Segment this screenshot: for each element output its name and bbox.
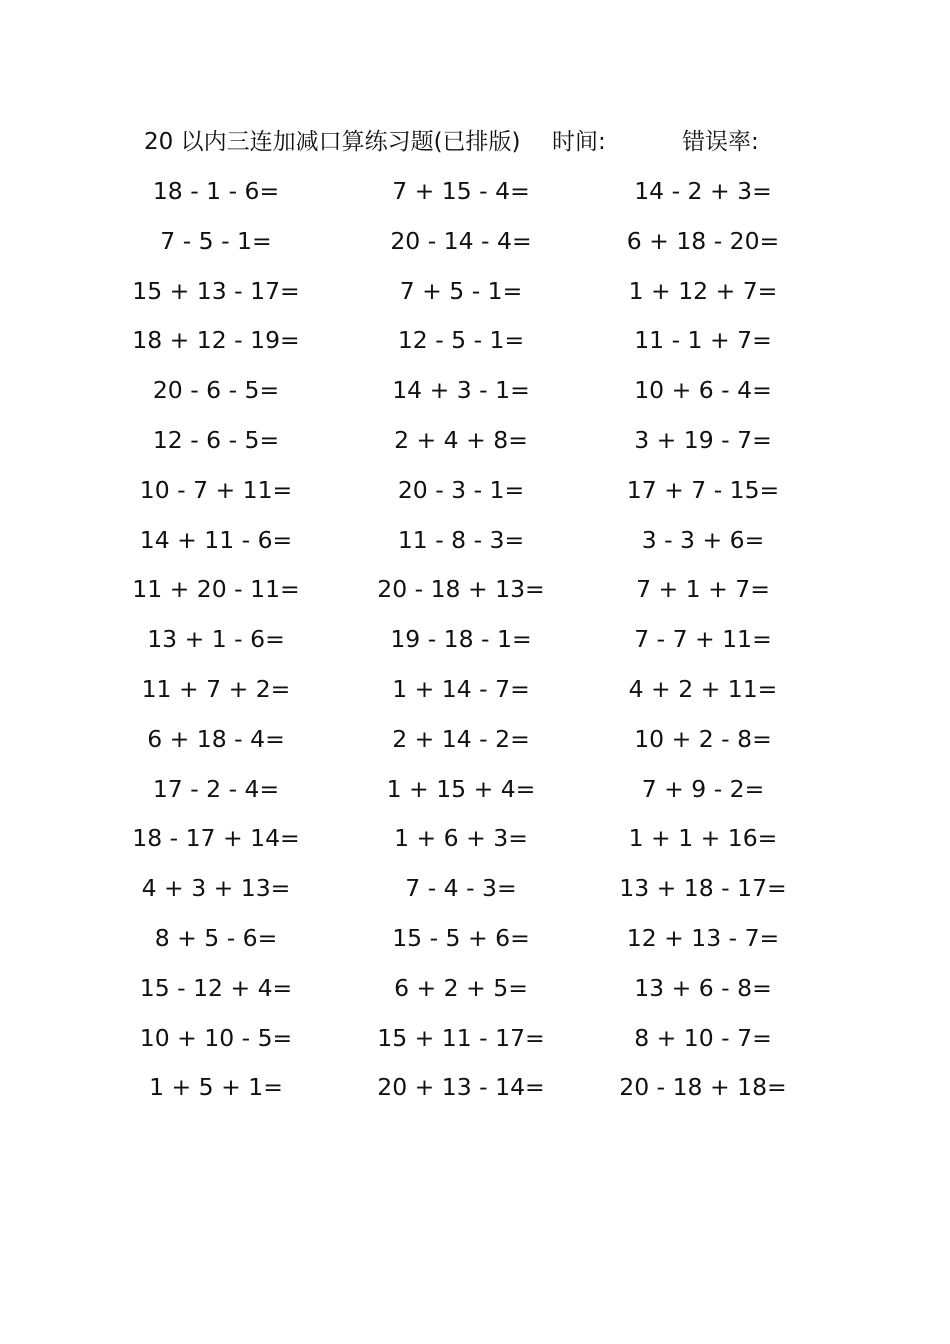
math-problem: 7 + 1 + 7=	[636, 575, 770, 604]
math-problem: 13 + 1 - 6=	[147, 625, 285, 654]
math-problem: 18 + 12 - 19=	[132, 326, 300, 355]
math-problem: 12 - 5 - 1=	[397, 326, 525, 355]
math-problem: 2 + 4 + 8=	[394, 425, 528, 454]
worksheet-title: 20 以内三连加减口算练习题(已排版)	[144, 129, 521, 155]
math-problem: 20 + 13 - 14=	[377, 1073, 545, 1102]
math-problem: 20 - 3 - 1=	[397, 475, 525, 504]
math-problem: 17 - 2 - 4=	[152, 774, 280, 803]
problem-column-2	[341, 172, 581, 1118]
math-problem: 10 + 2 - 8=	[634, 724, 772, 753]
math-problem: 11 + 7 + 2=	[141, 674, 291, 703]
math-problem: 14 + 3 - 1=	[392, 376, 530, 405]
math-problem: 11 - 8 - 3=	[397, 525, 525, 554]
time-label: 时间:	[552, 129, 606, 155]
math-problem: 7 + 9 - 2=	[641, 774, 765, 803]
math-problem: 4 + 2 + 11=	[628, 674, 778, 703]
math-problem: 12 - 6 - 5=	[152, 425, 280, 454]
math-problem: 15 + 13 - 17=	[132, 276, 300, 305]
worksheet-header	[144, 124, 804, 160]
math-problem: 15 + 11 - 17=	[377, 1023, 545, 1052]
math-problem: 20 - 14 - 4=	[390, 226, 532, 255]
math-problem: 7 + 15 - 4=	[392, 177, 530, 205]
math-problem: 1 + 12 + 7=	[628, 276, 778, 305]
math-problem: 10 + 10 - 5=	[139, 1023, 293, 1052]
math-problem: 10 + 6 - 4=	[634, 376, 772, 405]
math-problem: 20 - 18 + 18=	[619, 1073, 787, 1102]
math-problem: 7 + 5 - 1=	[399, 276, 523, 305]
problem-column-3	[583, 172, 823, 1118]
math-problem: 8 + 10 - 7=	[634, 1023, 772, 1052]
math-problem: 7 - 4 - 3=	[405, 874, 517, 903]
math-problem: 7 - 5 - 1=	[160, 226, 272, 255]
math-problem: 6 + 18 - 4=	[147, 724, 285, 753]
math-problem: 6 + 2 + 5=	[394, 973, 528, 1002]
math-problem: 1 + 14 - 7=	[392, 674, 530, 703]
math-problem: 20 - 18 + 13=	[377, 575, 545, 604]
math-problem: 10 - 7 + 11=	[139, 475, 293, 504]
math-problem: 1 + 1 + 16=	[628, 824, 778, 853]
math-problem: 15 - 12 + 4=	[139, 973, 293, 1002]
math-problem: 6 + 18 - 20=	[626, 226, 780, 255]
math-problem: 1 + 15 + 4=	[386, 774, 536, 803]
math-problem: 13 + 6 - 8=	[634, 973, 772, 1002]
math-problem: 18 - 17 + 14=	[132, 824, 300, 853]
math-problem: 14 + 11 - 6=	[139, 525, 293, 554]
math-problem: 3 + 19 - 7=	[634, 425, 772, 454]
math-problem: 4 + 3 + 13=	[141, 874, 291, 903]
math-problem: 19 - 18 - 1=	[390, 625, 532, 654]
math-problem: 12 + 13 - 7=	[626, 923, 780, 952]
math-problem: 3 - 3 + 6=	[641, 525, 765, 554]
math-problem: 17 + 7 - 15=	[626, 475, 780, 504]
math-problem: 20 - 6 - 5=	[152, 376, 280, 405]
problem-column-1	[96, 172, 336, 1118]
math-problem: 11 + 20 - 11=	[132, 575, 300, 604]
math-problem: 13 + 18 - 17=	[619, 874, 787, 903]
math-problem: 15 - 5 + 6=	[392, 923, 530, 952]
math-problem: 8 + 5 - 6=	[154, 923, 278, 952]
math-problem: 2 + 14 - 2=	[392, 724, 530, 753]
math-problem: 14 - 2 + 3=	[634, 177, 772, 205]
math-problem: 18 - 1 - 6=	[152, 177, 280, 205]
math-problem: 1 + 5 + 1=	[149, 1073, 283, 1102]
math-problem: 1 + 6 + 3=	[394, 824, 528, 853]
math-problem: 11 - 1 + 7=	[634, 326, 772, 355]
error-rate-label: 错误率:	[682, 129, 759, 155]
math-problem: 7 - 7 + 11=	[634, 625, 772, 654]
